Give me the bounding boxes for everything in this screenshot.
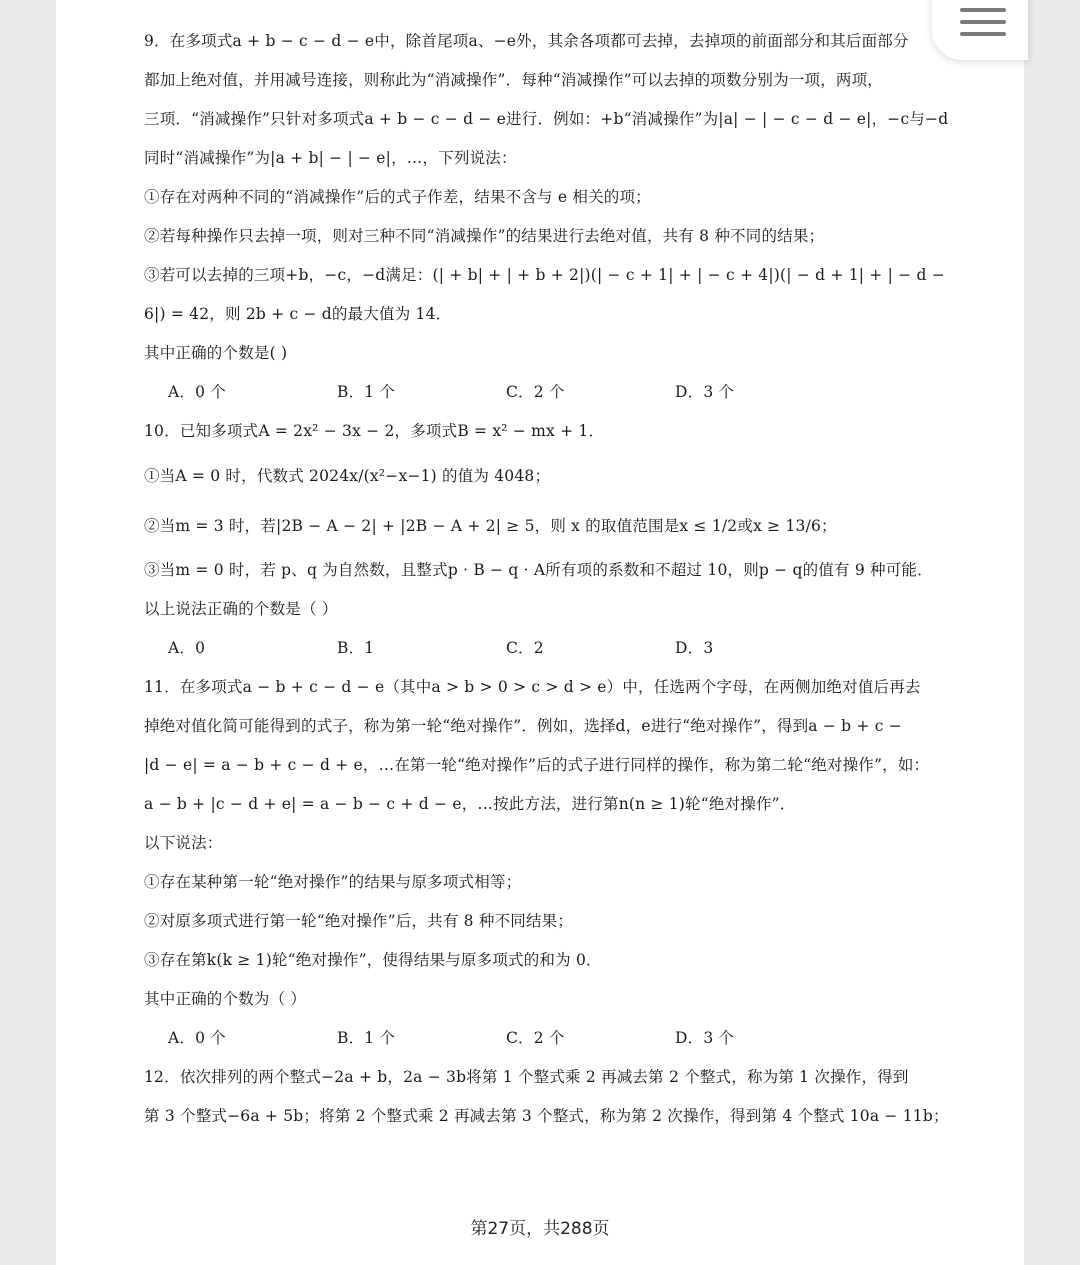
- option-a: A．0 个: [168, 383, 226, 401]
- option-b: B．1 个: [337, 1029, 396, 1047]
- question-9-line: 9．在多项式a + b − c − d − e中，除首尾项a、−e外，其余各项都可去掉，去掉项的前面部分和其后面部分: [144, 32, 909, 50]
- option-c: C．2: [506, 639, 544, 657]
- question-10-options: [144, 629, 944, 668]
- page-content: [144, 22, 949, 1136]
- question-9-line: 三项．“消减操作”只针对多项式a + b − c − d − e进行．例如：+b“消减操作”为|a| − | − c − d − e|，−c与−d: [144, 110, 949, 128]
- question-11-line: 以下说法：: [144, 834, 223, 852]
- menu-button[interactable]: [932, 0, 1028, 60]
- question-10-statement-2: ②当m = 3 时，若|2B − A − 2| + |2B − A + 2| ≥ 5，则 x 的取值范围是x ≤ 1/2或x ≥ 13/6；: [144, 517, 837, 535]
- question-9: [144, 22, 949, 412]
- question-10-statement-1: ①当A = 0 时，代数式 2024x/(x²−x−1) 的值为 4048；: [144, 467, 551, 485]
- document-page: [56, 0, 1024, 1265]
- option-b: B．1: [337, 639, 375, 657]
- question-11: [144, 668, 944, 1058]
- question-9-statement-1: ①存在对两种不同的“消减操作”后的式子作差，结果不含与 e 相关的项；: [144, 188, 651, 206]
- option-a: A．0 个: [168, 1029, 226, 1047]
- question-11-statement-3: ③存在第k(k ≥ 1)轮“绝对操作”，使得结果与原多项式的和为 0．: [144, 951, 602, 969]
- question-9-options: [144, 373, 944, 412]
- question-9-line: 都加上绝对值，并用减号连接，则称此为“消减操作”．每种“消减操作”可以去掉的项数分别为一项，两项，: [144, 71, 883, 89]
- question-9-statement-3-cont: 6|) = 42，则 2b + c − d的最大值为 14．: [144, 305, 452, 323]
- question-11-options: [144, 1019, 944, 1058]
- question-12: [144, 1058, 949, 1136]
- hamburger-menu-icon-bar-2: [960, 20, 1006, 24]
- question-11-statement-2: ②对原多项式进行第一轮“绝对操作”后，共有 8 种不同结果；: [144, 912, 574, 930]
- hamburger-menu-icon-bar-3: [960, 32, 1006, 36]
- question-9-prompt: 其中正确的个数是( ): [144, 344, 288, 362]
- question-11-line: 掉绝对值化简可能得到的式子，称为第一轮“绝对操作”．例如，选择d，e进行“绝对操作”，得到a − b + c −: [144, 717, 902, 735]
- question-10-statement-3: ③当m = 0 时，若 p、q 为自然数，且整式p · B − q · A所有项的系数和不超过 10，则p − q的值有 9 种可能．: [144, 561, 933, 579]
- question-12-line: 第 3 个整式−6a + 5b；将第 2 个整式乘 2 再减去第 3 个整式，称为第 2 次操作，得到第 4 个整式 10a − 11b；: [144, 1107, 949, 1125]
- question-11-line: a − b + |c − d + e| = a − b − c + d − e，…按此方法，进行第n(n ≥ 1)轮“绝对操作”．: [144, 795, 796, 813]
- question-11-statement-1: ①存在某种第一轮“绝对操作”的结果与原多项式相等；: [144, 873, 522, 891]
- question-10-stem: 10．已知多项式A = 2x² − 3x − 2，多项式B = x² − mx + 1．: [144, 422, 605, 440]
- question-9-statement-3: ③若可以去掉的三项+b，−c，−d满足：(| + b| + | + b + 2|)(| − c + 1| + | − c + 4|)(| − d + 1| + | − d −: [144, 266, 945, 284]
- question-10-prompt: 以上说法正确的个数是（ ）: [144, 600, 338, 618]
- question-11-line: |d − e| = a − b + c − d + e，…在第一轮“绝对操作”后的式子进行同样的操作，称为第二轮“绝对操作”，如：: [144, 756, 930, 774]
- option-d: D．3 个: [675, 383, 735, 401]
- option-d: D．3 个: [675, 1029, 735, 1047]
- question-11-line: 11．在多项式a − b + c − d − e（其中a > b > 0 > c > d > e）中，任选两个字母，在两侧加绝对值后再去: [144, 678, 921, 696]
- question-9-line: 同时“消减操作”为|a + b| − | − e|，…，下列说法：: [144, 149, 517, 167]
- hamburger-menu-icon: [960, 8, 1006, 12]
- question-10: [144, 412, 944, 668]
- question-12-line: 12．依次排列的两个整式−2a + b，2a − 3b将第 1 个整式乘 2 再减去第 2 个整式，称为第 1 次操作，得到: [144, 1068, 909, 1086]
- option-b: B．1 个: [337, 383, 396, 401]
- question-11-prompt: 其中正确的个数为（ ）: [144, 990, 307, 1008]
- question-9-statement-2: ②若每种操作只去掉一项，则对三种不同“消减操作”的结果进行去绝对值，共有 8 种不同的结果；: [144, 227, 825, 245]
- option-a: A．0: [168, 639, 206, 657]
- page-number: 第27页，共288页: [470, 1219, 610, 1239]
- option-d: D．3: [675, 639, 714, 657]
- option-c: C．2 个: [506, 383, 565, 401]
- option-c: C．2 个: [506, 1029, 565, 1047]
